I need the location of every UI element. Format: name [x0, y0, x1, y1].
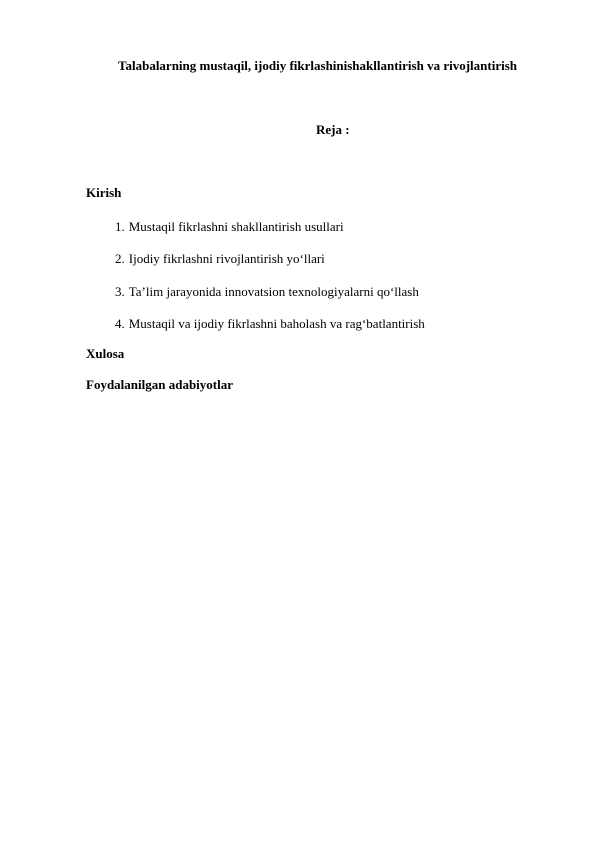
plan-item-1	[115, 219, 344, 235]
document-title: Talabalarning mustaqil, ijodiy fikrlashinishakllantirish va rivojlantirish	[118, 58, 518, 73]
plan-item-text: Ijodiy fikrlashni rivojlantirish yo‘llari	[128, 251, 325, 266]
section-intro: Kirish	[86, 185, 122, 200]
plan-item-number: 1.	[115, 219, 125, 234]
plan-item-number: 3.	[115, 284, 125, 299]
plan-item-2	[115, 251, 325, 267]
plan-item-number: 4.	[115, 316, 125, 331]
plan-item-text: Mustaqil fikrlashni shakllantirish usullari	[128, 219, 344, 234]
plan-item-number: 2.	[115, 251, 125, 266]
plan-item-text: Mustaqil va ijodiy fikrlashni baholash va rag‘batlantirish	[128, 316, 425, 331]
section-conclusion: Xulosa	[86, 346, 125, 361]
plan-item-3	[115, 284, 419, 300]
section-references: Foydalanilgan adabiyotlar	[86, 377, 233, 392]
plan-item-4	[115, 316, 425, 332]
plan-heading: Reja :	[316, 122, 350, 137]
plan-item-text: Ta’lim jarayonida innovatsion texnologiyalarni qo‘llash	[128, 284, 419, 299]
